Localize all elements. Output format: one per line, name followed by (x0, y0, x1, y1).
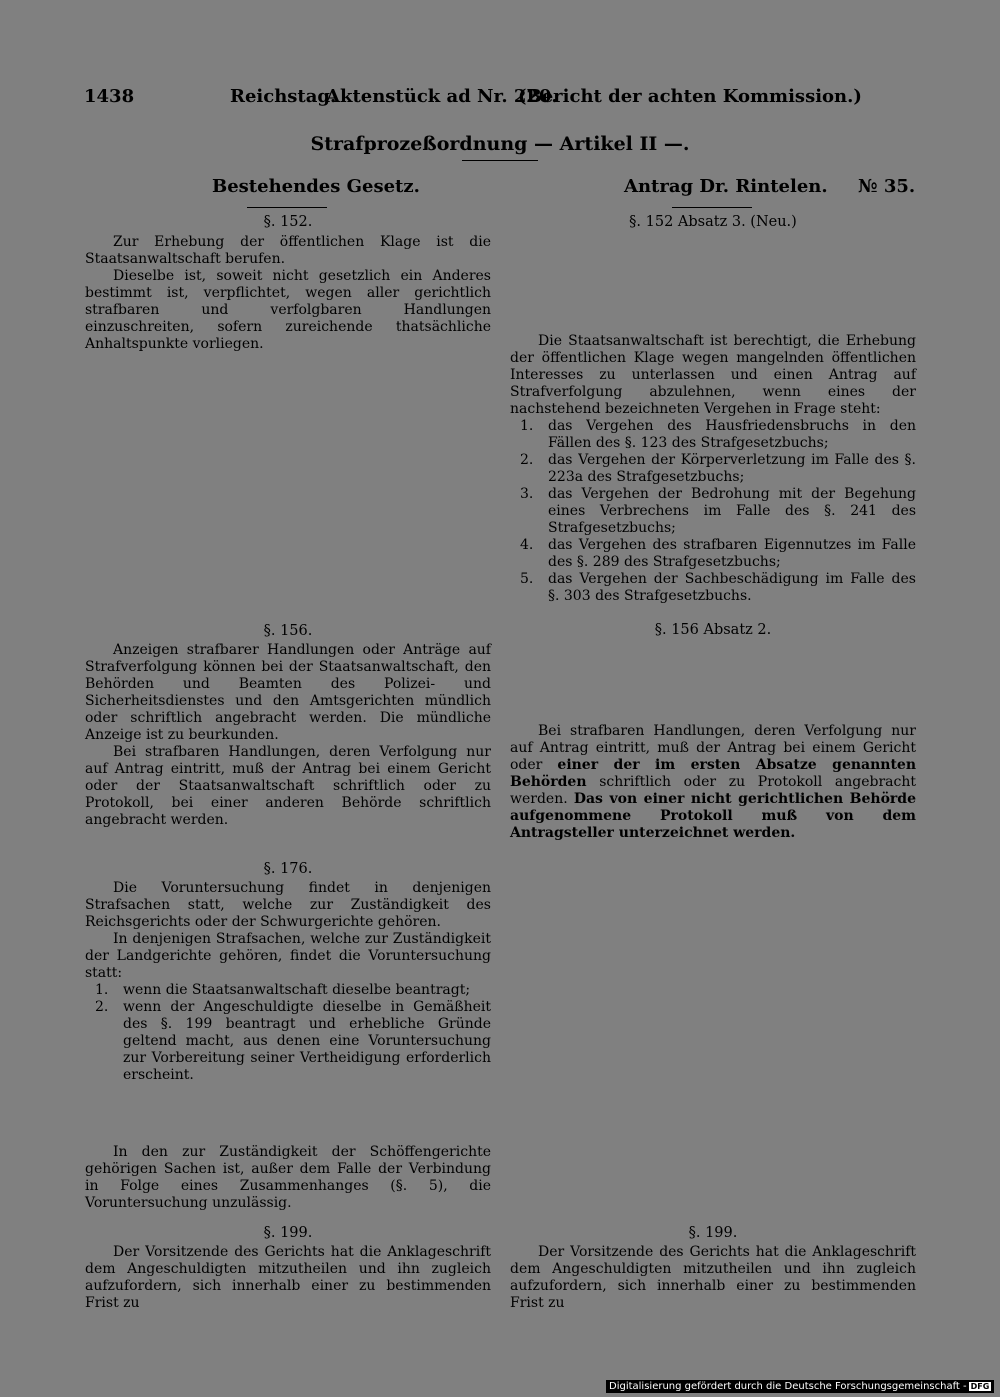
list-item: 2. das Vergehen der Körperverletzung im Falle des §. 223a des Strafgesetzbuchs; (520, 452, 916, 485)
left-s176-heading: §. 176. (263, 861, 313, 877)
list-item: 3. das Vergehen der Bedrohung mit der Begehung eines Verbrechens im Falle des §. 241 des Strafgesetzbuchs; (520, 486, 916, 536)
left-s176-p3: In den zur Zuständigkeit der Schöffengerichte gehörigen Sachen ist, außer dem Falle der Verbindung in Folge eines Zusammenhanges (§. 5), die Voruntersuchung unzulässig. (85, 1144, 491, 1211)
left-s156-p1: Anzeigen strafbarer Handlungen oder Anträge auf Strafverfolgung können bei der Staatsanwaltschaft, den Behörden und Beamten des Polizei- und Sicherheitsdienstes und den Amtsgerichten mündlich oder schriftlich angebracht werden. Die mündliche Anzeige ist zu beurkunden. (85, 642, 491, 743)
right-s152-heading: §. 152 Absatz 3. (Neu.) (629, 214, 797, 230)
title-rule (462, 160, 538, 161)
right-heading-rule (672, 207, 752, 208)
page-number: 1438 (84, 86, 135, 107)
right-s199-heading: §. 199. (688, 1225, 738, 1241)
left-s176-list (85, 982, 491, 1084)
left-s199-p1: Der Vorsitzende des Gerichts hat die Anklageschrift dem Angeschuldigten mitzutheilen und ihn zugleich aufzufordern, sich innerhalb einer zu bestimmenden Frist zu (85, 1244, 491, 1311)
page-title: Strafprozeßordnung — Artikel II —. (310, 133, 690, 155)
right-column-heading: Antrag Dr. Rintelen. (624, 176, 828, 197)
right-s152-text (510, 333, 916, 605)
left-s156-heading: §. 156. (263, 623, 313, 639)
left-s199-heading: §. 199. (263, 1225, 313, 1241)
list-item: 5. das Vergehen der Sachbeschädigung im Falle des §. 303 des Strafgesetzbuchs. (520, 571, 916, 604)
left-s152-heading: §. 152. (263, 214, 313, 230)
right-s199-text (510, 1244, 916, 1312)
left-s156-p2: Bei strafbaren Handlungen, deren Verfolgung nur auf Antrag eintritt, muß der Antrag bei einem Gericht oder der Staatsanwaltschaft schriftlich oder zu Protokoll, bei einer anderen Behörde schriftlich angebracht werden. (85, 744, 491, 828)
list-item: 1. das Vergehen des Hausfriedensbruchs in den Fällen des §. 123 des Strafgesetzbuchs; (520, 418, 916, 451)
left-column-heading: Bestehendes Gesetz. (212, 176, 420, 197)
left-s176-p1: Die Voruntersuchung findet in denjenigen Strafsachen statt, welche zur Zuständigkeit des Reichsgerichts oder der Schwurgerichte gehören. (85, 880, 491, 930)
dfg-logo: DFG (970, 1382, 990, 1391)
right-s156-p1: Bei strafbaren Handlungen, deren Verfolgung nur auf Antrag eintritt, muß der Antrag bei einem Gericht oder einer der im ersten Absatze genannten Behörden schriftlich oder zu Protokoll angebracht werden. Das von einer nicht gerichtlichen Behörde aufgenommene Protokoll muß von dem Antragsteller unterzeichnet werden. (510, 723, 917, 841)
left-heading-rule (247, 207, 327, 208)
right-s199-p1: Der Vorsitzende des Gerichts hat die Anklageschrift dem Angeschuldigten mitzutheilen und ihn zugleich aufzufordern, sich innerhalb einer zu bestimmenden Frist zu (510, 1244, 916, 1311)
report-reference: (Bericht der achten Kommission.) (518, 86, 862, 107)
digitization-credit: Digitalisierung gefördert durch die Deutsche Forschungsgemeinschaft - DFG (606, 1380, 994, 1393)
left-s156-text (85, 642, 491, 829)
document-reference: Aktenstück ad Nr. 220. (326, 86, 558, 107)
left-s176-p2: In denjenigen Strafsachen, welche zur Zuständigkeit der Landgerichte gehören, findet die Voruntersuchung statt: (85, 931, 491, 981)
left-s152-p2: Dieselbe ist, soweit nicht gesetzlich ein Anderes bestimmt ist, verpflichtet, wegen aller gerichtlich strafbaren und verfolgbaren Handlungen einzuschreiten, sofern zureichende thatsächliche Anhaltspunkte vorliegen. (85, 268, 491, 352)
list-item: 2. wenn der Angeschuldigte dieselbe in Gemäßheit des §. 199 beantragt und erhebliche Gründe geltend macht, aus denen eine Voruntersuchung zur Vorbereitung seiner Vertheidigung erforderlich erscheint. (95, 999, 491, 1083)
right-s152-p1: Die Staatsanwaltschaft ist berechtigt, die Erhebung der öffentlichen Klage wegen mangelnden öffentlichen Interesses zu unterlassen und einen Antrag auf Strafverfolgung abzulehnen, wenn eines der nachstehend bezeichneten Vergehen in Frage steht: (510, 333, 916, 417)
list-item: 1. wenn die Staatsanwaltschaft dieselbe beantragt; (95, 982, 471, 998)
left-s152-p1: Zur Erhebung der öffentlichen Klage ist die Staatsanwaltschaft berufen. (85, 234, 491, 267)
amendment-addition: Das von einer nicht gerichtlichen Behörde aufgenommene Protokoll muß von dem Antragsteller unterzeichnet werden. (510, 791, 916, 841)
right-s156-heading: §. 156 Absatz 2. (654, 622, 772, 638)
right-s152-list (510, 418, 916, 605)
left-s199-text (85, 1244, 491, 1312)
left-s176-text (85, 880, 491, 1084)
list-item: 4. das Vergehen des strafbaren Eigennutzes im Falle des §. 289 des Strafgesetzbuchs; (520, 537, 916, 570)
amendment-insertion: einer der im ersten Absatze genannten Behörden (510, 757, 917, 790)
right-s156-text (510, 723, 916, 842)
left-s152-text (85, 234, 491, 353)
journal-name: Reichstag. (230, 86, 337, 107)
left-s176-p3-block (85, 1144, 491, 1212)
motion-number: № 35. (858, 176, 916, 197)
